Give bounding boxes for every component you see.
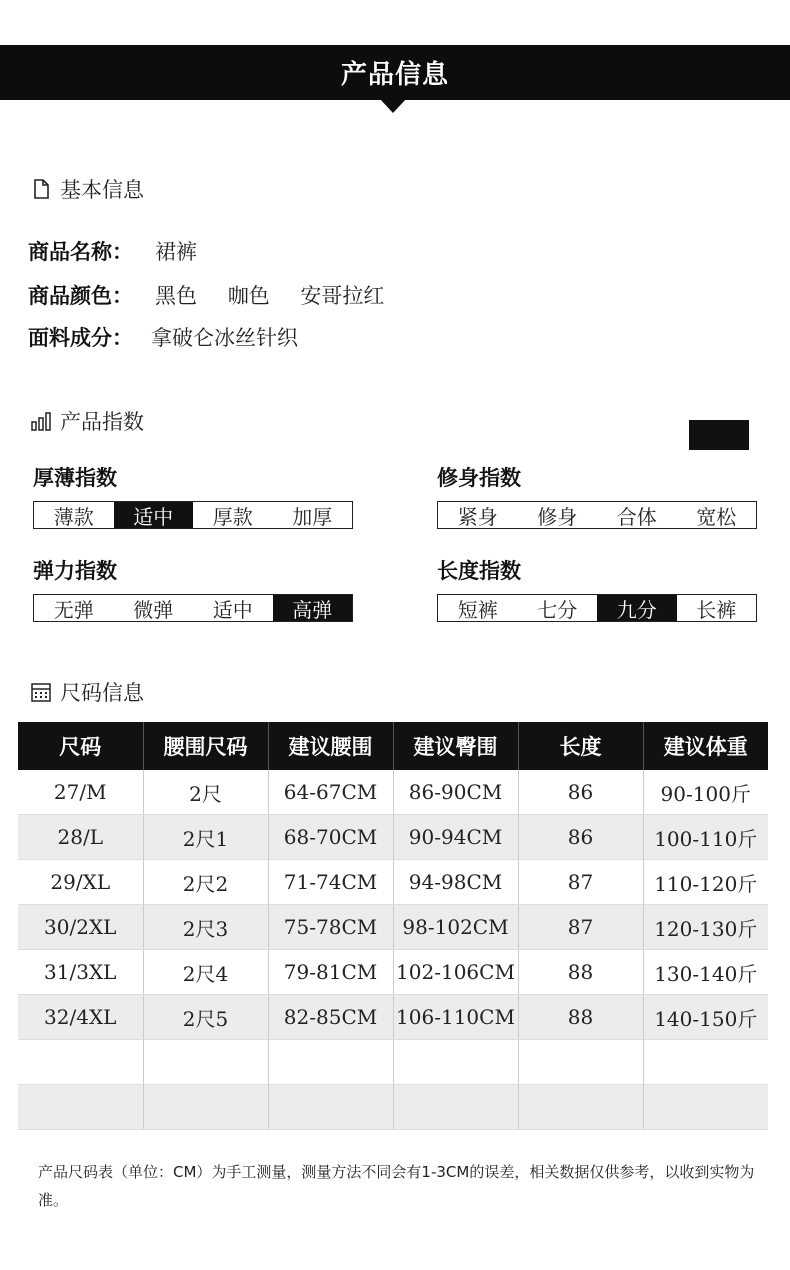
scale-option: 无弹 [53,597,94,622]
table-cell: 29/XL [18,860,143,905]
table-cell: 90-94CM [393,815,518,860]
bar-chart-icon [30,410,52,432]
column-header: 建议臀围 [393,722,518,770]
table-row [18,860,768,905]
fit-scale [437,501,757,529]
product-color-label: 商品颜色： [28,284,133,308]
table-row [18,1085,768,1130]
color-option: 咖色 [227,284,270,308]
table-cell: 130-140斤 [643,950,768,995]
column-header: 建议体重 [643,722,768,770]
table-cell: 140-150斤 [643,995,768,1040]
scale-option: 加厚 [292,504,333,529]
table-row [18,950,768,995]
scale-option: 厚款 [212,504,253,529]
index-heading [30,406,144,436]
product-color-row [28,280,408,310]
scale-option: 适中 [114,502,194,528]
length-title: 长度指数 [437,559,521,583]
table-row [18,770,768,815]
table-cell: 2尺5 [143,995,268,1040]
elastic-title: 弹力指数 [33,559,117,583]
table-cell: 30/2XL [18,905,143,950]
scale-option: 紧身 [457,504,498,529]
length-scale [437,594,757,622]
table-cell [518,1040,643,1085]
size-note: 产品尺码表（单位：CM）为手工测量，测量方法不同会有1-3CM的误差，相关数据仅供参考，以收到实物为准。 [38,1163,755,1209]
scale-option: 九分 [597,595,677,621]
column-header: 腰围尺码 [143,722,268,770]
decorative-block [689,420,749,450]
table-cell [18,1085,143,1130]
table-row [18,905,768,950]
table-cell [143,1040,268,1085]
table-cell: 87 [518,905,643,950]
table-cell: 120-130斤 [643,905,768,950]
thickness-title: 厚薄指数 [33,466,117,490]
table-cell [268,1085,393,1130]
table-cell: 98-102CM [393,905,518,950]
size-heading [30,677,144,707]
table-cell [268,1040,393,1085]
elastic-scale [33,594,353,622]
scale-option: 宽松 [696,504,737,529]
table-cell: 88 [518,950,643,995]
table-cell: 27/M [18,770,143,815]
table-cell: 31/3XL [18,950,143,995]
table-cell: 68-70CM [268,815,393,860]
color-option: 黑色 [155,284,197,308]
table-cell: 2尺2 [143,860,268,905]
scale-option: 修身 [537,504,578,529]
table-cell: 87 [518,860,643,905]
table-cell: 2尺1 [143,815,268,860]
table-cell [393,1085,518,1130]
product-color-values [155,280,408,310]
index-title: 产品指数 [60,410,144,434]
fabric-row [28,322,298,352]
table-cell [643,1040,768,1085]
fabric-label: 面料成分： [28,326,133,350]
table-cell: 86 [518,815,643,860]
table-cell: 102-106CM [393,950,518,995]
table-cell: 75-78CM [268,905,393,950]
table-cell: 106-110CM [393,995,518,1040]
table-cell [18,1040,143,1085]
basic-info-title: 基本信息 [60,178,144,202]
table-cell: 2尺4 [143,950,268,995]
table-cell: 88 [518,995,643,1040]
fit-title: 修身指数 [437,466,521,490]
header-bar [0,45,790,100]
scale-option: 高弹 [273,595,353,621]
table-cell [143,1085,268,1130]
table-cell: 82-85CM [268,995,393,1040]
column-header: 长度 [518,722,643,770]
table-cell: 86 [518,770,643,815]
thickness-scale [33,501,353,529]
scale-option: 合体 [616,504,657,529]
page-title: 产品信息 [340,60,449,90]
column-header: 建议腰围 [268,722,393,770]
table-cell [518,1085,643,1130]
table-cell: 2尺3 [143,905,268,950]
scale-option: 七分 [537,597,578,622]
scale-option: 薄款 [53,504,94,529]
table-cell: 110-120斤 [643,860,768,905]
column-header: 尺码 [18,722,143,770]
color-option: 安哥拉红 [300,284,385,308]
size-table-header [18,722,768,770]
table-cell [393,1040,518,1085]
table-cell [643,1085,768,1130]
table-row [18,1040,768,1085]
product-name-label: 商品名称： [28,240,133,264]
product-name-value: 裙裤 [155,240,197,264]
document-icon [30,178,52,200]
table-cell: 71-74CM [268,860,393,905]
table-cell: 100-110斤 [643,815,768,860]
scale-option: 微弹 [133,597,174,622]
table-cell: 28/L [18,815,143,860]
table-cell: 79-81CM [268,950,393,995]
scale-option: 短裤 [457,597,498,622]
table-cell: 94-98CM [393,860,518,905]
size-table [18,722,768,1130]
table-cell: 32/4XL [18,995,143,1040]
product-name-row [28,236,197,266]
basic-info-heading [30,174,144,204]
size-title: 尺码信息 [60,681,144,705]
scale-option: 适中 [212,597,253,622]
table-cell: 86-90CM [393,770,518,815]
header-arrow [380,99,406,113]
table-row [18,995,768,1040]
table-cell: 2尺 [143,770,268,815]
size-table-body [18,770,768,1130]
table-cell: 64-67CM [268,770,393,815]
fabric-value: 拿破仑冰丝针织 [151,326,298,350]
calendar-icon [30,681,52,703]
table-cell: 90-100斤 [643,770,768,815]
table-row [18,815,768,860]
scale-option: 长裤 [696,597,737,622]
